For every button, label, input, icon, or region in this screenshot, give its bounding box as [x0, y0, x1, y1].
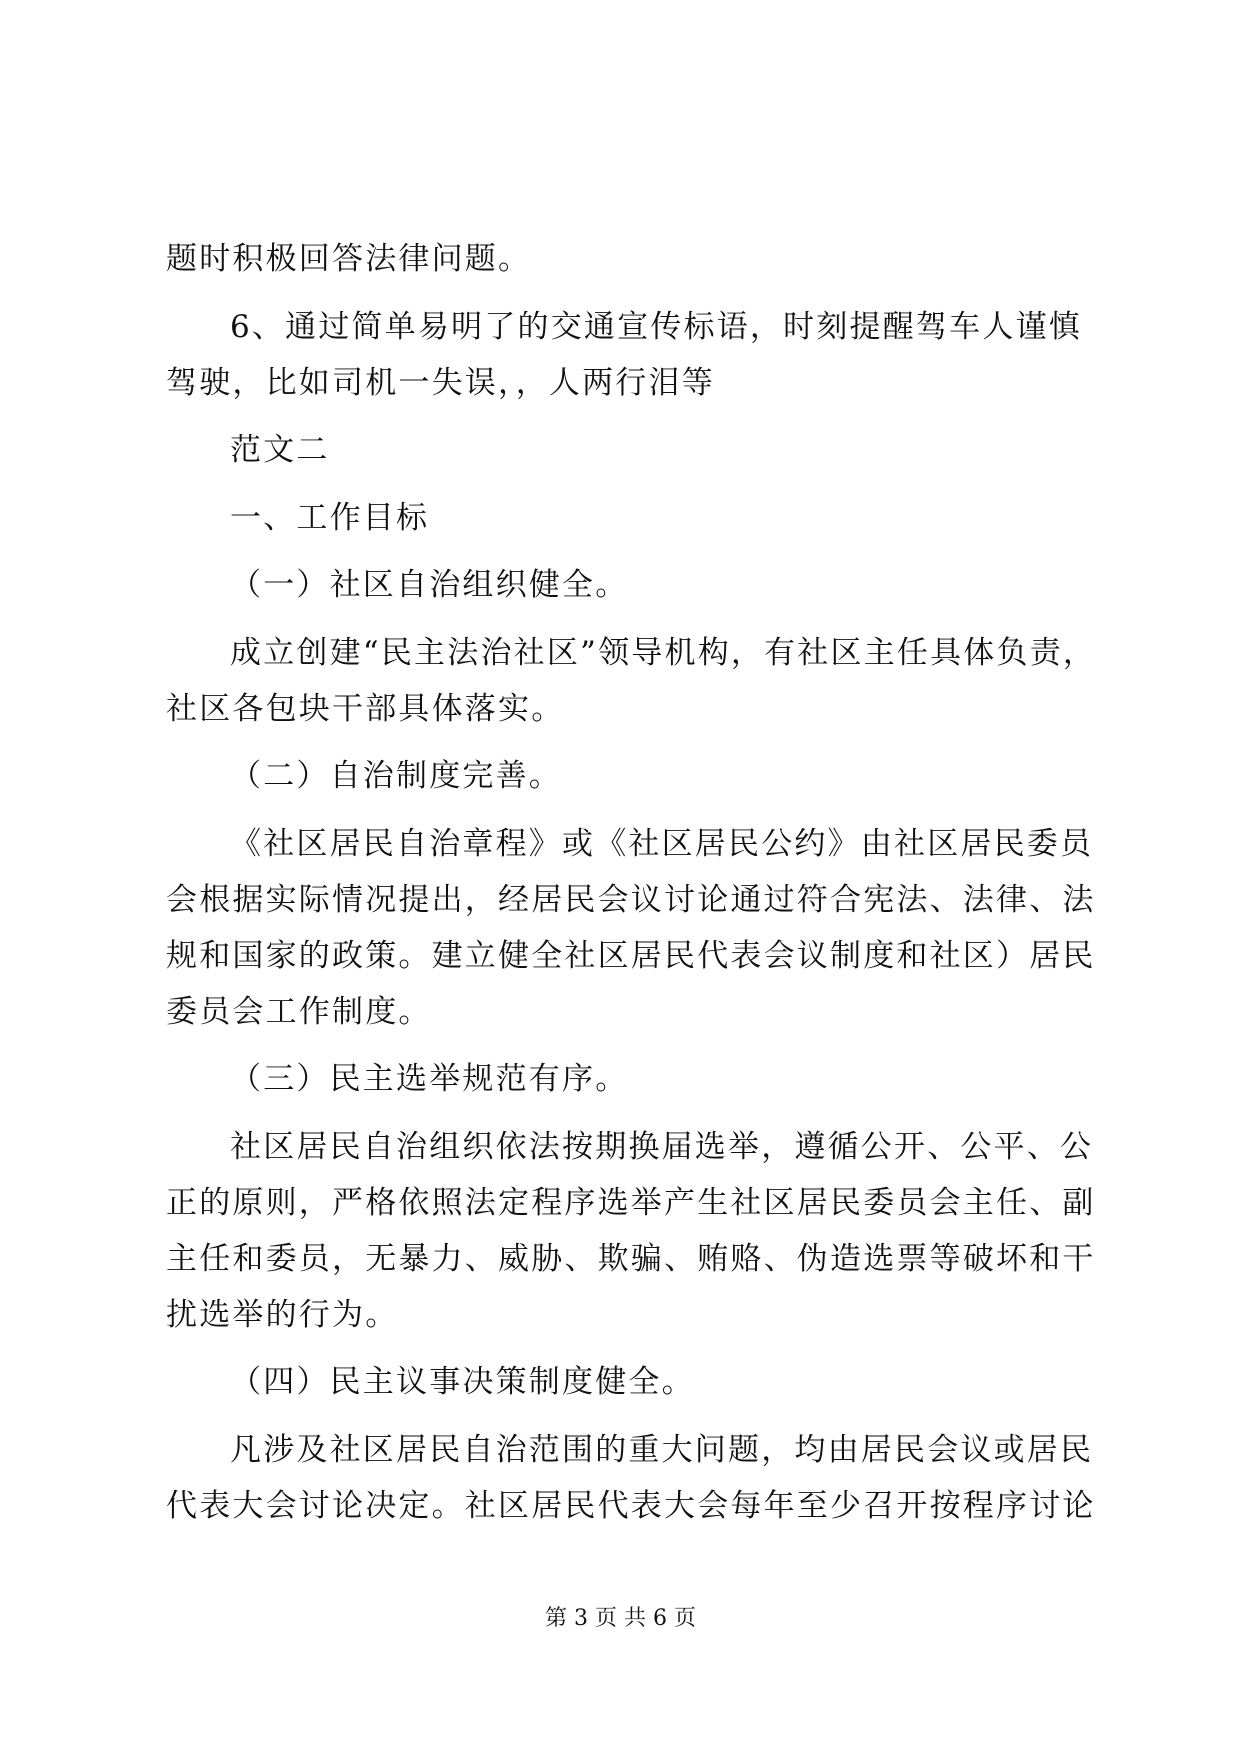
paragraph — [166, 1354, 1078, 1410]
paragraph — [166, 1422, 1096, 1534]
paragraph — [166, 1051, 1078, 1107]
paragraph — [166, 816, 1096, 1040]
text-line: 会根据实际情况提出，经居民会议讨论通过符合宪法、法律、法 — [166, 881, 1096, 918]
page-footer: 第 3 页 共 6 页 — [545, 1606, 696, 1631]
text-line: （二）自治制度完善。 — [230, 758, 562, 794]
text-line: 题时积极回答法律问题。 — [166, 241, 532, 277]
text-line: 范文二 — [230, 432, 330, 468]
text-line: 《社区居民自治章程》或《社区居民公约》由社区居民委员 — [230, 825, 1094, 862]
text-line: 委员会工作制度。 — [166, 993, 432, 1030]
paragraph — [166, 625, 1097, 737]
paragraph — [166, 557, 1078, 613]
text-line: （四）民主议事决策制度健全。 — [230, 1364, 695, 1400]
paragraph — [166, 299, 1082, 411]
document-body — [166, 231, 1097, 1545]
text-line: 主任和委员，无暴力、威胁、欺骗、贿赂、伪造选票等破坏和干 — [166, 1240, 1096, 1277]
text-line: 一、工作目标 — [230, 499, 430, 536]
text-line: 正的原则，严格依照法定程序选举产生社区居民委员会主任、副 — [166, 1184, 1096, 1221]
text-line: 社区居民自治组织依法按期换届选举，遵循公开、公平、公 — [230, 1128, 1094, 1165]
text-line: 社区各包块干部具体落实。 — [166, 690, 565, 727]
text-line: （一）社区自治组织健全。 — [230, 567, 629, 603]
text-line: （三）民主选举规范有序。 — [230, 1061, 629, 1097]
text-line: 成立创建“民主法治社区”领导机构，有社区主任具体负责， — [230, 634, 1097, 671]
paragraph — [166, 422, 1078, 478]
text-line: 规和国家的政策。建立健全社区居民代表会议制度和社区）居民 — [166, 937, 1096, 974]
text-line: 代表大会讨论决定。社区居民代表大会每年至少召开按程序讨论 — [166, 1487, 1096, 1524]
paragraph — [166, 490, 1078, 546]
paragraph — [166, 748, 1078, 804]
text-line: 6、通过简单易明了的交通宣传标语，时刻提醒驾车人谨慎 — [230, 308, 1082, 345]
text-line: 驾驶，比如司机一失误，，人两行泪等 — [166, 364, 715, 401]
text-line: 扰选举的行为。 — [166, 1296, 399, 1333]
text-line: 凡涉及社区居民自治范围的重大问题，均由居民会议或居民 — [230, 1431, 1094, 1468]
paragraph — [166, 1119, 1096, 1343]
paragraph — [166, 231, 1078, 287]
